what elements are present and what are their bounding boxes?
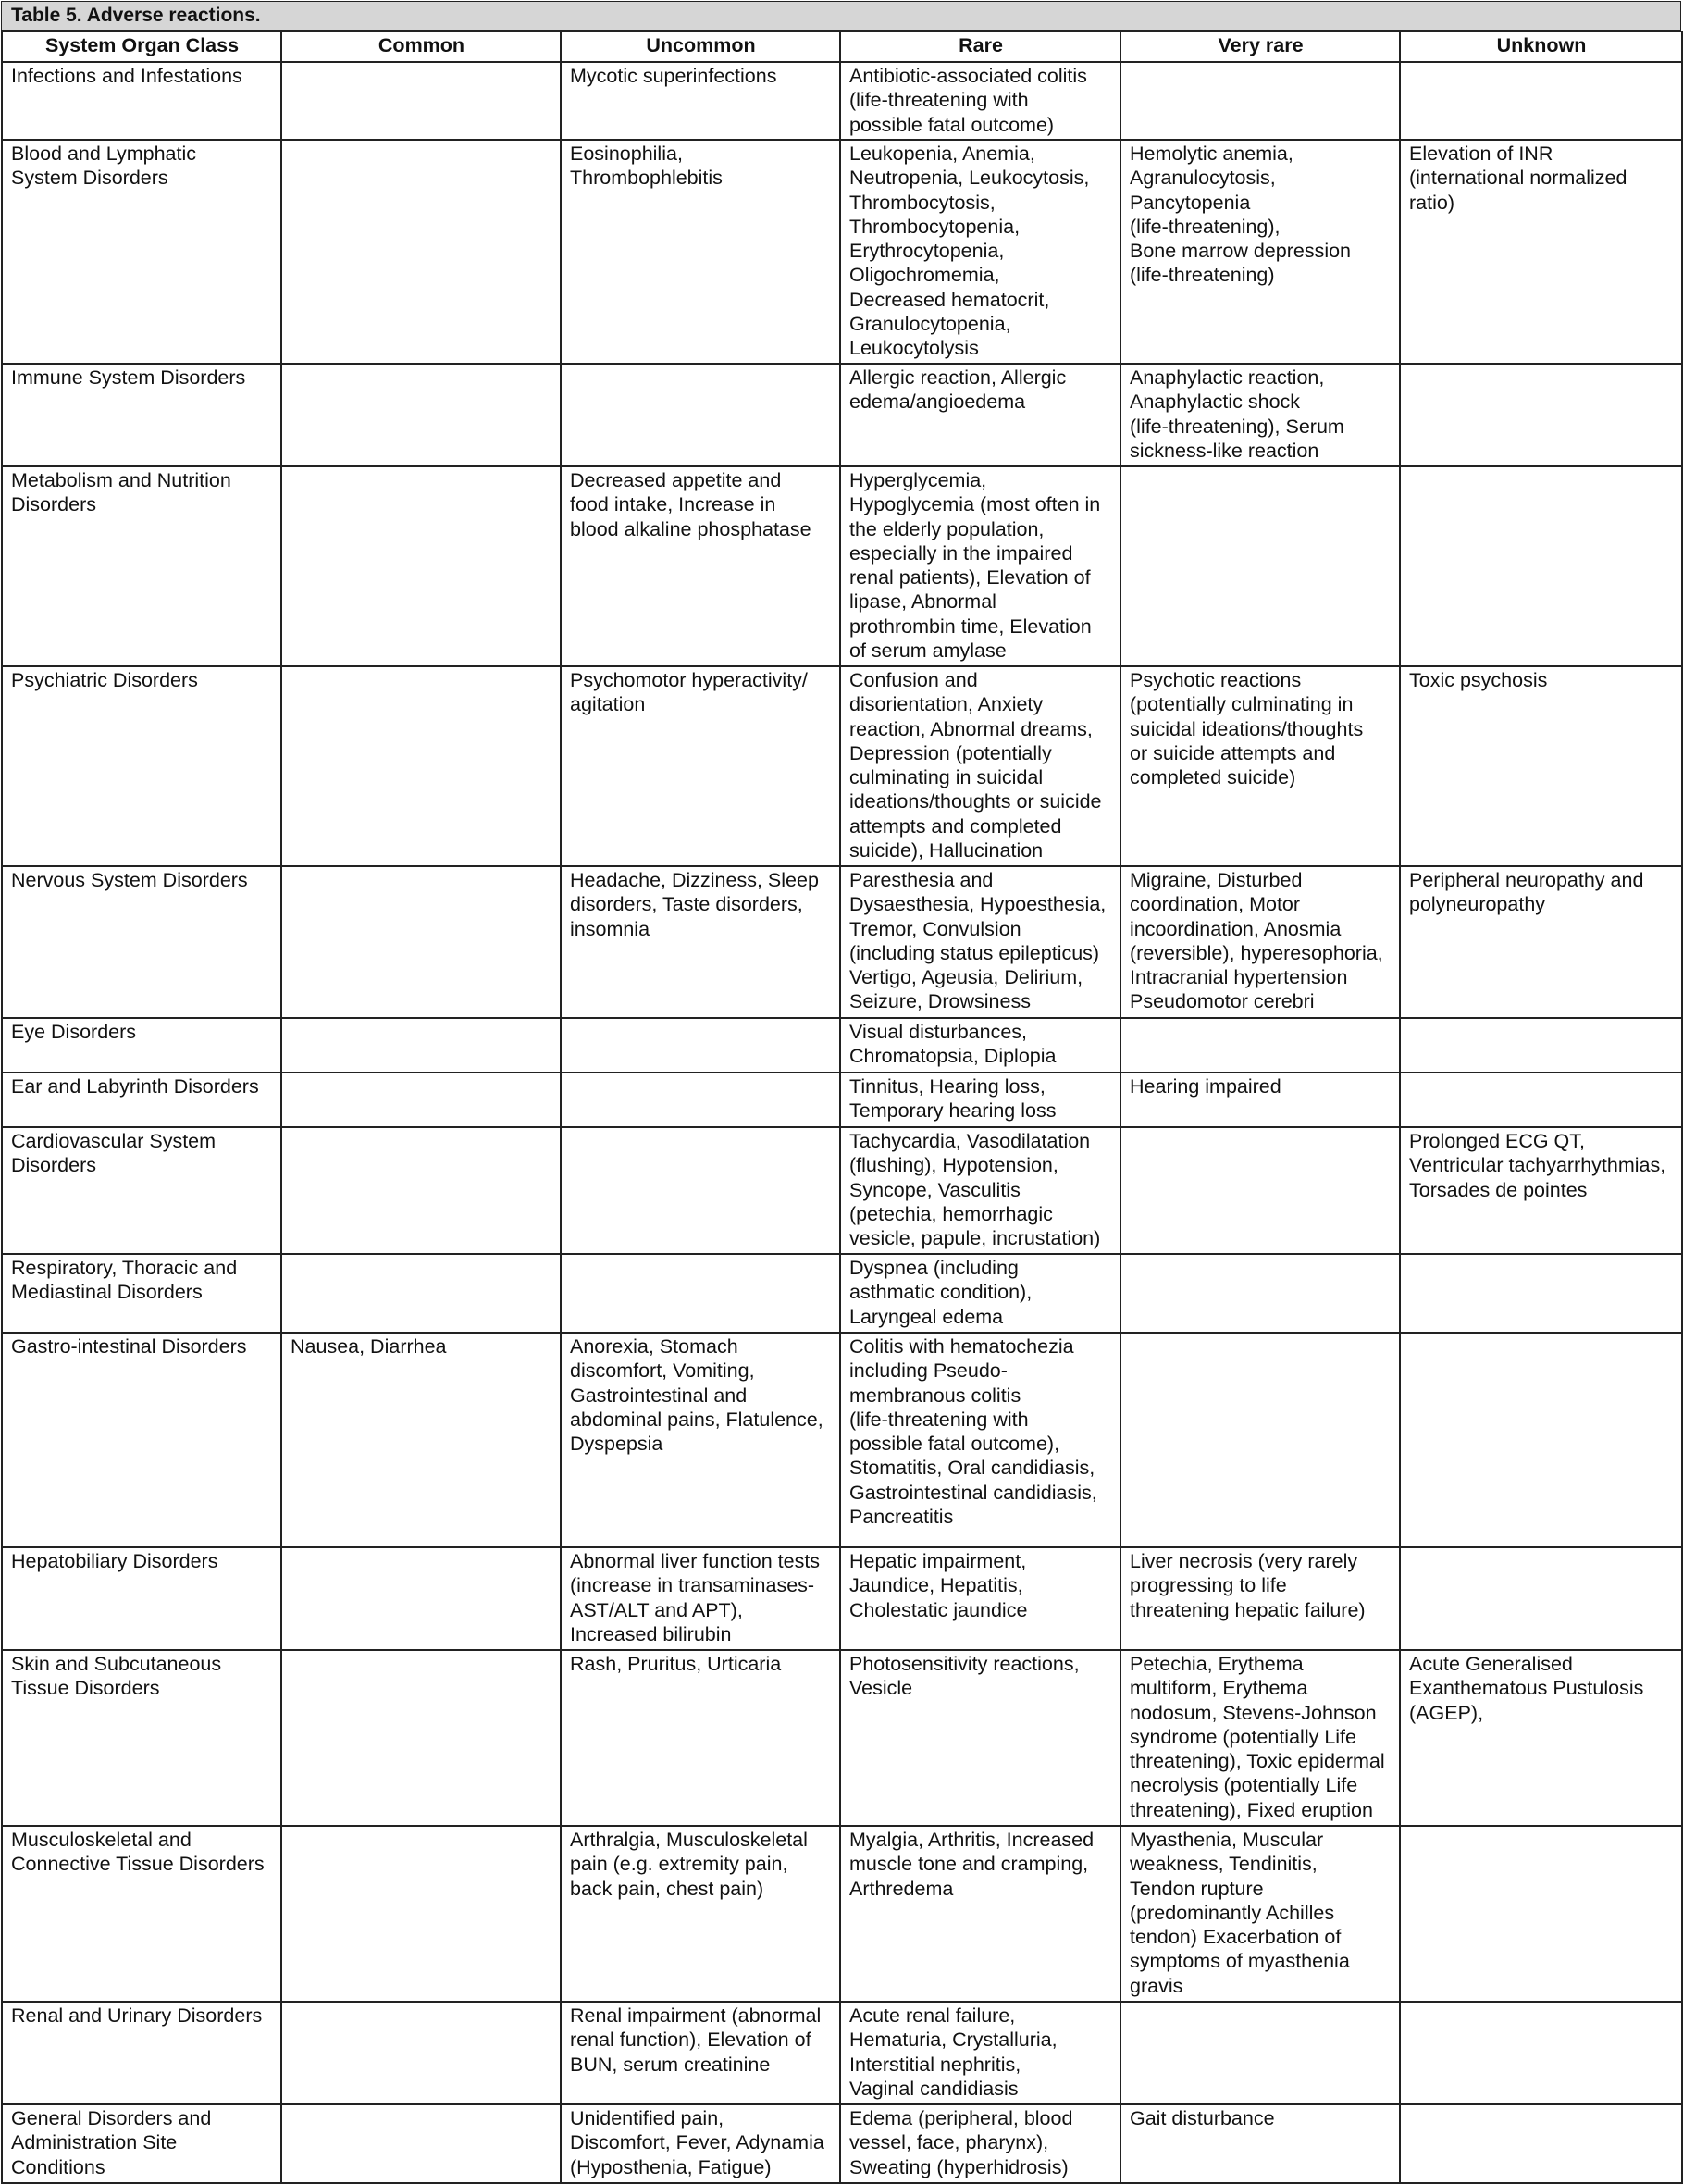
cell-common — [281, 666, 561, 866]
cell-rare-text: Visual disturbances, Chromatopsia, Diplopia — [849, 1021, 1057, 1068]
cell-common — [281, 1333, 561, 1547]
cell-very-rare-text: Myasthenia, Muscular weakness, Tendinitis, Tendon rupture (predominantly Achilles tendon) Exacerbation of symptoms of myasthenia gravis — [1130, 1829, 1350, 1997]
cell-very-rare — [1120, 2002, 1400, 2104]
cell-uncommon-text: Eosinophilia, Thrombophlebitis — [570, 143, 723, 190]
column-header-unknown: Unknown — [1400, 31, 1682, 62]
cell-very-rare-text: Gait disturbance — [1130, 2107, 1275, 2129]
cell-rare — [840, 1254, 1120, 1333]
table-header-row — [2, 31, 1682, 62]
cell-uncommon — [561, 1333, 840, 1547]
cell-uncommon — [561, 140, 840, 364]
cell-system-organ-class — [2, 866, 281, 1018]
cell-system-organ-class — [2, 666, 281, 866]
cell-rare — [840, 466, 1120, 666]
cell-common — [281, 1073, 561, 1127]
table-row — [2, 1254, 1682, 1333]
cell-common — [281, 2104, 561, 2183]
cell-unknown — [1400, 1073, 1682, 1127]
cell-unknown — [1400, 866, 1682, 1018]
cell-rare — [840, 1826, 1120, 2002]
cell-rare — [840, 1073, 1120, 1127]
cell-unknown-text: Acute Generalised Exanthematous Pustulosis (AGEP), — [1409, 1653, 1644, 1724]
cell-uncommon-text: Unidentified pain, Discomfort, Fever, Adynamia (Hyposthenia, Fatigue) — [570, 2107, 824, 2178]
cell-system-organ-class-text: Ear and Labyrinth Disorders — [11, 1075, 259, 1098]
cell-very-rare — [1120, 1073, 1400, 1127]
cell-very-rare — [1120, 1254, 1400, 1333]
cell-unknown — [1400, 1333, 1682, 1547]
cell-unknown-text: Toxic psychosis — [1409, 669, 1548, 691]
column-header-common: Common — [281, 31, 561, 62]
cell-system-organ-class-text: Nervous System Disorders — [11, 869, 248, 891]
cell-rare-text: Dyspnea (including asthmatic condition), Laryngeal edema — [849, 1257, 1033, 1328]
cell-uncommon — [561, 666, 840, 866]
cell-rare-text: Hepatic impairment, Jaundice, Hepatitis, Cholestatic jaundice — [849, 1550, 1028, 1621]
cell-very-rare — [1120, 1333, 1400, 1547]
cell-rare — [840, 1333, 1120, 1547]
cell-uncommon-text: Renal impairment (abnormal renal function), Elevation of BUN, serum creatinine — [570, 2004, 822, 2076]
table-row — [2, 666, 1682, 866]
table-row — [2, 1127, 1682, 1254]
cell-very-rare — [1120, 140, 1400, 364]
cell-very-rare — [1120, 364, 1400, 466]
cell-unknown — [1400, 2002, 1682, 2104]
table-row — [2, 140, 1682, 364]
cell-very-rare — [1120, 866, 1400, 1018]
cell-system-organ-class — [2, 1650, 281, 1826]
cell-rare-text: Allergic reaction, Allergic edema/angioedema — [849, 366, 1067, 414]
cell-common-text: Nausea, Diarrhea — [291, 1335, 447, 1358]
cell-uncommon-text: Rash, Pruritus, Urticaria — [570, 1653, 782, 1675]
cell-unknown — [1400, 364, 1682, 466]
cell-very-rare — [1120, 1826, 1400, 2002]
cell-very-rare-text: Liver necrosis (very rarely progressing to life threatening hepatic failure) — [1130, 1550, 1366, 1621]
cell-system-organ-class-text: Gastro-intestinal Disorders — [11, 1335, 247, 1358]
cell-uncommon-text: Arthralgia, Musculoskeletal pain (e.g. extremity pain, back pain, chest pain) — [570, 1829, 808, 1900]
cell-system-organ-class — [2, 1333, 281, 1547]
cell-unknown — [1400, 466, 1682, 666]
cell-system-organ-class — [2, 2002, 281, 2104]
cell-common — [281, 1826, 561, 2002]
cell-unknown — [1400, 140, 1682, 364]
cell-system-organ-class — [2, 1547, 281, 1650]
cell-uncommon — [561, 1018, 840, 1073]
cell-uncommon — [561, 62, 840, 140]
cell-system-organ-class-text: Hepatobiliary Disorders — [11, 1550, 218, 1572]
table-row — [2, 866, 1682, 1018]
cell-system-organ-class-text: Metabolism and Nutrition Disorders — [11, 469, 231, 516]
cell-system-organ-class — [2, 140, 281, 364]
cell-rare-text: Colitis with hematochezia including Pseudo- membranous colitis (life-threatening with possible fatal outcome), Stomatitis, Oral candidiasis, Gastrointestinal candidiasis, Pancreatitis — [849, 1335, 1097, 1529]
cell-rare — [840, 2104, 1120, 2183]
cell-system-organ-class-text: Blood and Lymphatic System Disorders — [11, 143, 196, 190]
cell-uncommon-text: Headache, Dizziness, Sleep disorders, Taste disorders, insomnia — [570, 869, 819, 940]
cell-system-organ-class — [2, 1018, 281, 1073]
table-caption: Table 5. Adverse reactions. — [1, 1, 1681, 31]
cell-rare — [840, 62, 1120, 140]
cell-uncommon-text: Psychomotor hyperactivity/ agitation — [570, 669, 808, 716]
cell-uncommon-text: Decreased appetite and food intake, Increase in blood alkaline phosphatase — [570, 469, 811, 540]
cell-system-organ-class-text: Psychiatric Disorders — [11, 669, 198, 691]
cell-rare — [840, 1127, 1120, 1254]
cell-very-rare — [1120, 1127, 1400, 1254]
cell-uncommon-text: Anorexia, Stomach discomfort, Vomiting, Gastrointestinal and abdominal pains, Flatulence, Dyspepsia — [570, 1335, 823, 1456]
cell-system-organ-class-text: Skin and Subcutaneous Tissue Disorders — [11, 1653, 222, 1700]
cell-system-organ-class — [2, 62, 281, 140]
cell-unknown-text: Peripheral neuropathy and polyneuropathy — [1409, 869, 1644, 916]
cell-common — [281, 866, 561, 1018]
cell-uncommon — [561, 2002, 840, 2104]
cell-rare — [840, 866, 1120, 1018]
cell-very-rare — [1120, 2104, 1400, 2183]
cell-uncommon — [561, 466, 840, 666]
cell-system-organ-class-text: Cardiovascular System Disorders — [11, 1130, 217, 1177]
cell-system-organ-class — [2, 2104, 281, 2183]
cell-system-organ-class — [2, 466, 281, 666]
cell-rare-text: Tinnitus, Hearing loss, Temporary hearing loss — [849, 1075, 1057, 1123]
cell-system-organ-class — [2, 1254, 281, 1333]
cell-system-organ-class-text: Musculoskeletal and Connective Tissue Disorders — [11, 1829, 265, 1876]
cell-uncommon-text: Mycotic superinfections — [570, 65, 777, 87]
cell-uncommon-text: Abnormal liver function tests (increase in transaminases- AST/ALT and APT), Increased bilirubin — [570, 1550, 821, 1645]
table-row — [2, 2002, 1682, 2104]
cell-system-organ-class-text: Respiratory, Thoracic and Mediastinal Disorders — [11, 1257, 238, 1304]
cell-very-rare-text: Petechia, Erythema multiform, Erythema nodosum, Stevens-Johnson syndrome (potentially Life threatening), Toxic epidermal necrolysis (potentially Life threatening), Fixed eruption — [1130, 1653, 1385, 1821]
cell-unknown — [1400, 1127, 1682, 1254]
cell-rare-text: Photosensitivity reactions, Vesicle — [849, 1653, 1080, 1700]
cell-rare-text: Paresthesia and Dysaesthesia, Hypoesthesia, Tremor, Convulsion (including status epilepticus) Vertigo, Ageusia, Delirium, Seizure, Drowsiness — [849, 869, 1107, 1013]
cell-rare-text: Acute renal failure, Hematuria, Crystalluria, Interstitial nephritis, Vaginal candidiasis — [849, 2004, 1058, 2100]
cell-unknown — [1400, 1254, 1682, 1333]
cell-unknown-text: Elevation of INR (international normalized ratio) — [1409, 143, 1627, 214]
cell-very-rare — [1120, 666, 1400, 866]
cell-common — [281, 364, 561, 466]
cell-very-rare-text: Anaphylactic reaction, Anaphylactic shock (life-threatening), Serum sickness-like reaction — [1130, 366, 1344, 462]
cell-unknown — [1400, 1547, 1682, 1650]
cell-system-organ-class-text: Immune System Disorders — [11, 366, 246, 389]
cell-common — [281, 62, 561, 140]
cell-uncommon — [561, 1826, 840, 2002]
cell-rare — [840, 1650, 1120, 1826]
cell-unknown — [1400, 666, 1682, 866]
cell-system-organ-class-text: Renal and Urinary Disorders — [11, 2004, 263, 2027]
cell-system-organ-class-text: Eye Disorders — [11, 1021, 137, 1043]
cell-common — [281, 2002, 561, 2104]
cell-rare-text: Tachycardia, Vasodilatation (flushing), Hypotension, Syncope, Vasculitis (petechia, hemorrhagic vesicle, papule, incrustation) — [849, 1130, 1101, 1250]
cell-uncommon — [561, 1073, 840, 1127]
table-body — [2, 62, 1682, 2183]
cell-very-rare-text: Hearing impaired — [1130, 1075, 1281, 1098]
cell-rare — [840, 2002, 1120, 2104]
table-row — [2, 2104, 1682, 2183]
table-row — [2, 1073, 1682, 1127]
table-row — [2, 1547, 1682, 1650]
cell-rare-text: Antibiotic-associated colitis (life-threatening with possible fatal outcome) — [849, 65, 1087, 136]
cell-uncommon — [561, 866, 840, 1018]
cell-uncommon — [561, 364, 840, 466]
cell-rare-text: Myalgia, Arthritis, Increased muscle tone and cramping, Arthredema — [849, 1829, 1095, 1900]
cell-rare-text: Leukopenia, Anemia, Neutropenia, Leukocytosis, Thrombocytosis, Thrombocytopenia, Erythrocytopenia, Oligochromemia, Decreased hematocrit, Granulocytopenia, Leukocytolysis — [849, 143, 1090, 360]
cell-rare — [840, 364, 1120, 466]
cell-uncommon — [561, 1127, 840, 1254]
column-header-very-rare: Very rare — [1120, 31, 1400, 62]
cell-common — [281, 1018, 561, 1073]
cell-system-organ-class — [2, 1127, 281, 1254]
cell-uncommon — [561, 1547, 840, 1650]
cell-uncommon — [561, 2104, 840, 2183]
cell-common — [281, 1127, 561, 1254]
table-row — [2, 1333, 1682, 1547]
column-header-system-organ-class: System Organ Class — [2, 31, 281, 62]
table-row — [2, 1826, 1682, 2002]
column-header-rare: Rare — [840, 31, 1120, 62]
cell-very-rare-text: Hemolytic anemia, Agranulocytosis, Pancytopenia (life-threatening), Bone marrow depression (life-threatening) — [1130, 143, 1352, 287]
cell-common — [281, 140, 561, 364]
cell-common — [281, 1547, 561, 1650]
cell-rare — [840, 1018, 1120, 1073]
cell-system-organ-class-text: General Disorders and Administration Site Conditions — [11, 2107, 212, 2178]
cell-very-rare — [1120, 1650, 1400, 1826]
cell-unknown — [1400, 1018, 1682, 1073]
cell-rare-text: Confusion and disorientation, Anxiety reaction, Abnormal dreams, Depression (potentially culminating in suicidal ideations/thoughts or suicide attempts and completed suicide), Hallucination — [849, 669, 1102, 862]
cell-rare-text: Hyperglycemia, Hypoglycemia (most often in the elderly population, especially in the impaired renal patients), Elevation of lipase, Abnormal prothrombin time, Elevation of serum amylase — [849, 469, 1101, 663]
cell-common — [281, 1254, 561, 1333]
table-row — [2, 364, 1682, 466]
cell-uncommon — [561, 1254, 840, 1333]
cell-rare — [840, 1547, 1120, 1650]
cell-common — [281, 1650, 561, 1826]
cell-unknown-text: Prolonged ECG QT, Ventricular tachyarrhythmias, Torsades de pointes — [1409, 1130, 1666, 1201]
cell-system-organ-class — [2, 364, 281, 466]
cell-unknown — [1400, 1826, 1682, 2002]
table-row — [2, 1650, 1682, 1826]
cell-rare-text: Edema (peripheral, blood vessel, face, pharynx), Sweating (hyperhidrosis) — [849, 2107, 1073, 2178]
cell-rare — [840, 140, 1120, 364]
cell-very-rare — [1120, 466, 1400, 666]
table-row — [2, 1018, 1682, 1073]
cell-system-organ-class — [2, 1826, 281, 2002]
cell-uncommon — [561, 1650, 840, 1826]
cell-unknown — [1400, 62, 1682, 140]
cell-very-rare — [1120, 1018, 1400, 1073]
cell-system-organ-class-text: Infections and Infestations — [11, 65, 242, 87]
table-row — [2, 466, 1682, 666]
cell-system-organ-class — [2, 1073, 281, 1127]
adverse-reactions-table — [1, 31, 1683, 2184]
cell-common — [281, 466, 561, 666]
cell-very-rare — [1120, 62, 1400, 140]
cell-rare — [840, 666, 1120, 866]
cell-very-rare — [1120, 1547, 1400, 1650]
cell-unknown — [1400, 2104, 1682, 2183]
column-header-uncommon: Uncommon — [561, 31, 840, 62]
cell-unknown — [1400, 1650, 1682, 1826]
cell-very-rare-text: Psychotic reactions (potentially culminating in suicidal ideations/thoughts or suicide attempts and completed suicide) — [1130, 669, 1364, 789]
cell-very-rare-text: Migraine, Disturbed coordination, Motor incoordination, Anosmia (reversible), hyperesophoria, Intracranial hypertension Pseudomotor cerebri — [1130, 869, 1383, 1013]
table-row — [2, 62, 1682, 140]
